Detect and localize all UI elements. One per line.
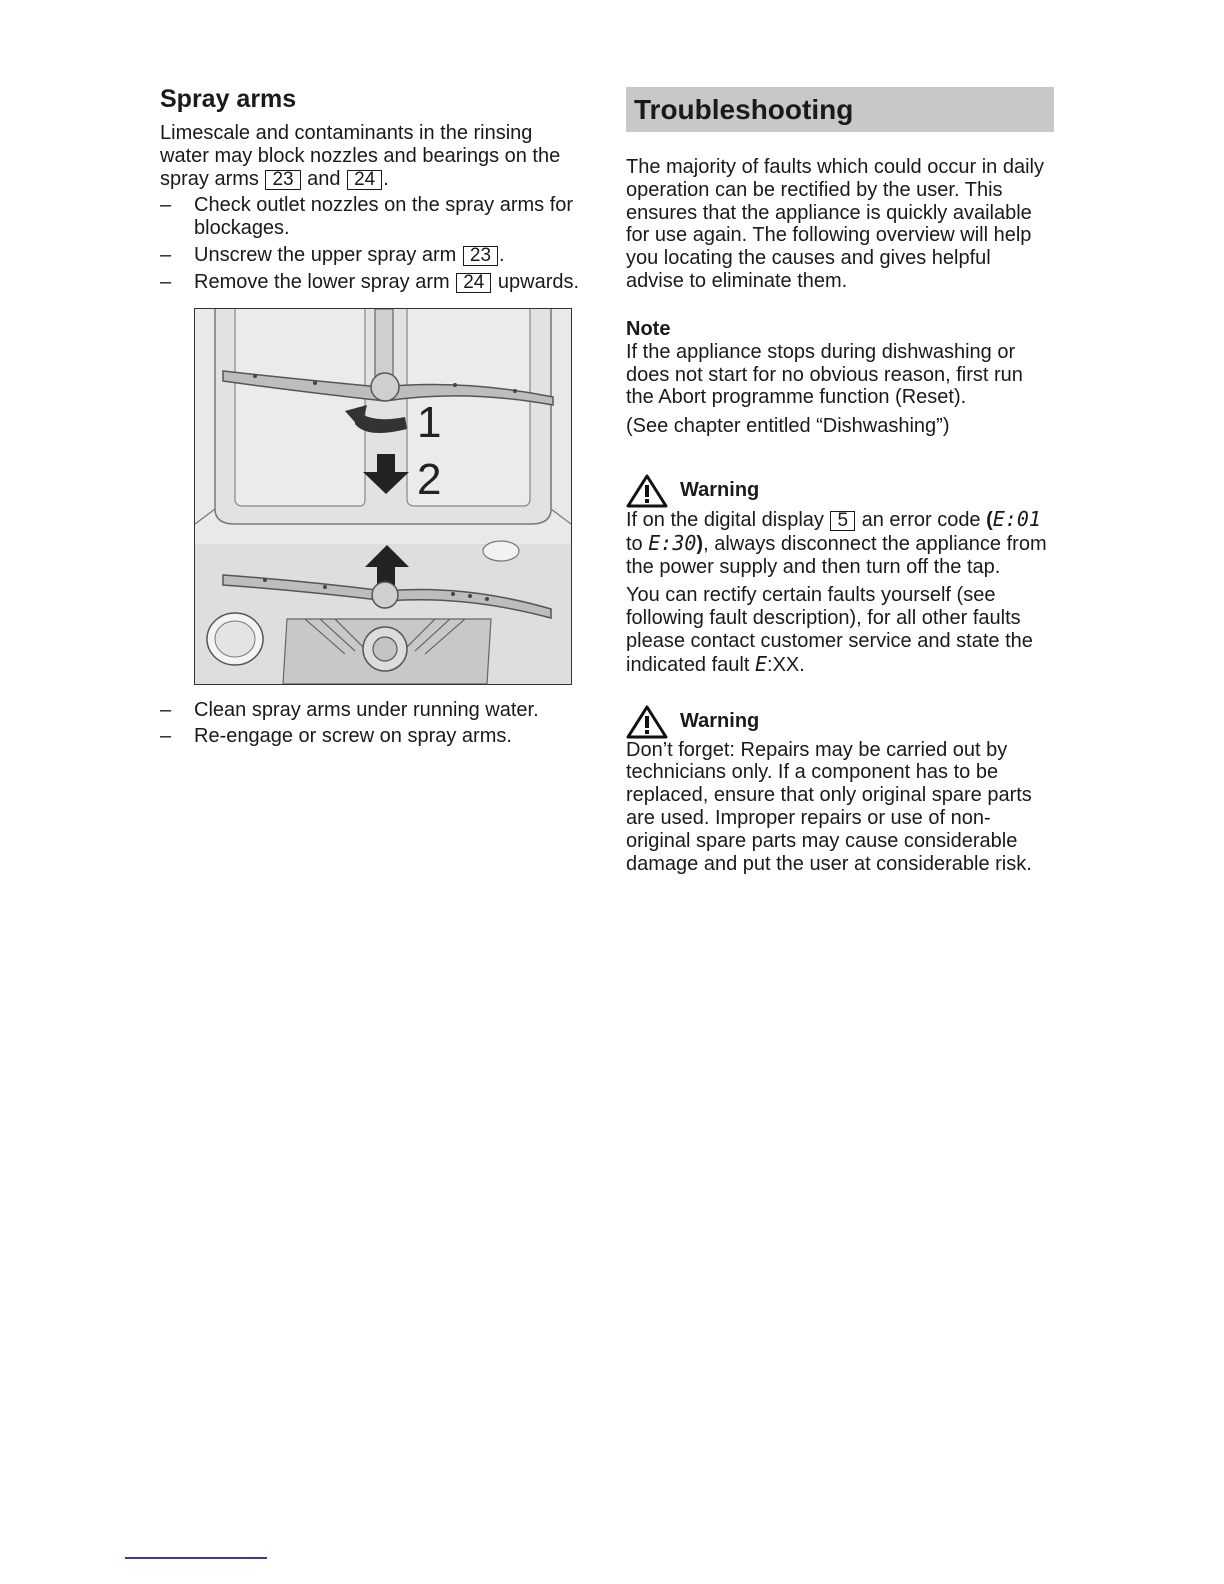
ref-box-5: 5 [830, 511, 855, 531]
fault-code: E [754, 651, 768, 676]
note-heading: Note [626, 317, 671, 340]
warning-heading: Warning [626, 705, 1054, 739]
footer-rule [125, 1557, 267, 1559]
list-item: – Remove the lower spray arm 24 upwards. [160, 271, 585, 294]
note-block [626, 317, 1054, 438]
list-item: – Check outlet nozzles on the spray arms for blockages. [160, 194, 585, 240]
error-code-from: E:01 [992, 506, 1041, 531]
error-code-to: E:30 [648, 530, 697, 555]
warning-1-text: If on the digital display 5 an error code (E:01 to E:30), always disconnect the appliance from the power supply and then turn off the tap. [626, 506, 1047, 578]
list-item: – Clean spray arms under running water. [160, 699, 585, 722]
spray-arms-section [160, 84, 585, 748]
figure-step-2-label: 2 [417, 454, 442, 504]
warning-heading: Warning [626, 474, 1054, 508]
note-text: If the appliance stops during dishwashing or does not start for no obvious reason, first run the Abort programme function (Reset). [626, 340, 1023, 409]
warning-block-2 [626, 705, 1054, 876]
spray-arms-title: Spray arms [160, 85, 297, 113]
warning-triangle-icon [626, 705, 668, 739]
ref-box-24: 24 [456, 273, 491, 293]
troubleshooting-intro: The majority of faults which could occur in daily operation can be rectified by the user. This ensures that the appliance is quickly available for use again. The following overview will help you locating the causes and gives helpful advise to eliminate them. [626, 156, 1044, 292]
dishwasher-interior-drawing [195, 309, 571, 684]
troubleshooting-banner [626, 87, 1054, 132]
ref-box-23: 23 [265, 170, 300, 190]
spray-arm-illustration [194, 308, 572, 685]
spray-arms-intro: Limescale and contaminants in the rinsing water may block nozzles and bearings on the spray arms 23 and 24 . [160, 122, 561, 190]
spray-arms-final-steps [160, 699, 585, 749]
troubleshooting-section [626, 84, 1054, 875]
list-item: – Re-engage or screw on spray arms. [160, 725, 585, 748]
list-item: – Unscrew the upper spray arm 23 . [160, 244, 585, 267]
ref-box-24: 24 [347, 170, 382, 190]
ref-box-23: 23 [463, 246, 498, 266]
troubleshooting-title: Troubleshooting [634, 93, 854, 125]
warning-2-text: Don’t forget: Repairs may be carried out by technicians only. If a component has to be replaced, ensure that only original spare parts are used. Improper repairs or use of non-original spare parts may cause considerable damage and put the user at considerable risk. [626, 738, 1032, 875]
figure-step-1-label: 1 [417, 397, 442, 447]
troubleshooting-intro-block [626, 156, 1054, 293]
warning-block-1 [626, 474, 1054, 677]
warning-triangle-icon [626, 474, 668, 508]
spray-arms-steps [160, 194, 585, 293]
note-see-reference: (See chapter entitled “Dishwashing”) [626, 415, 950, 438]
warning-1-para2: You can rectify certain faults yourself (see following fault description), for all other faults please contact customer service and state the indicated fault E:XX. [626, 584, 1033, 676]
